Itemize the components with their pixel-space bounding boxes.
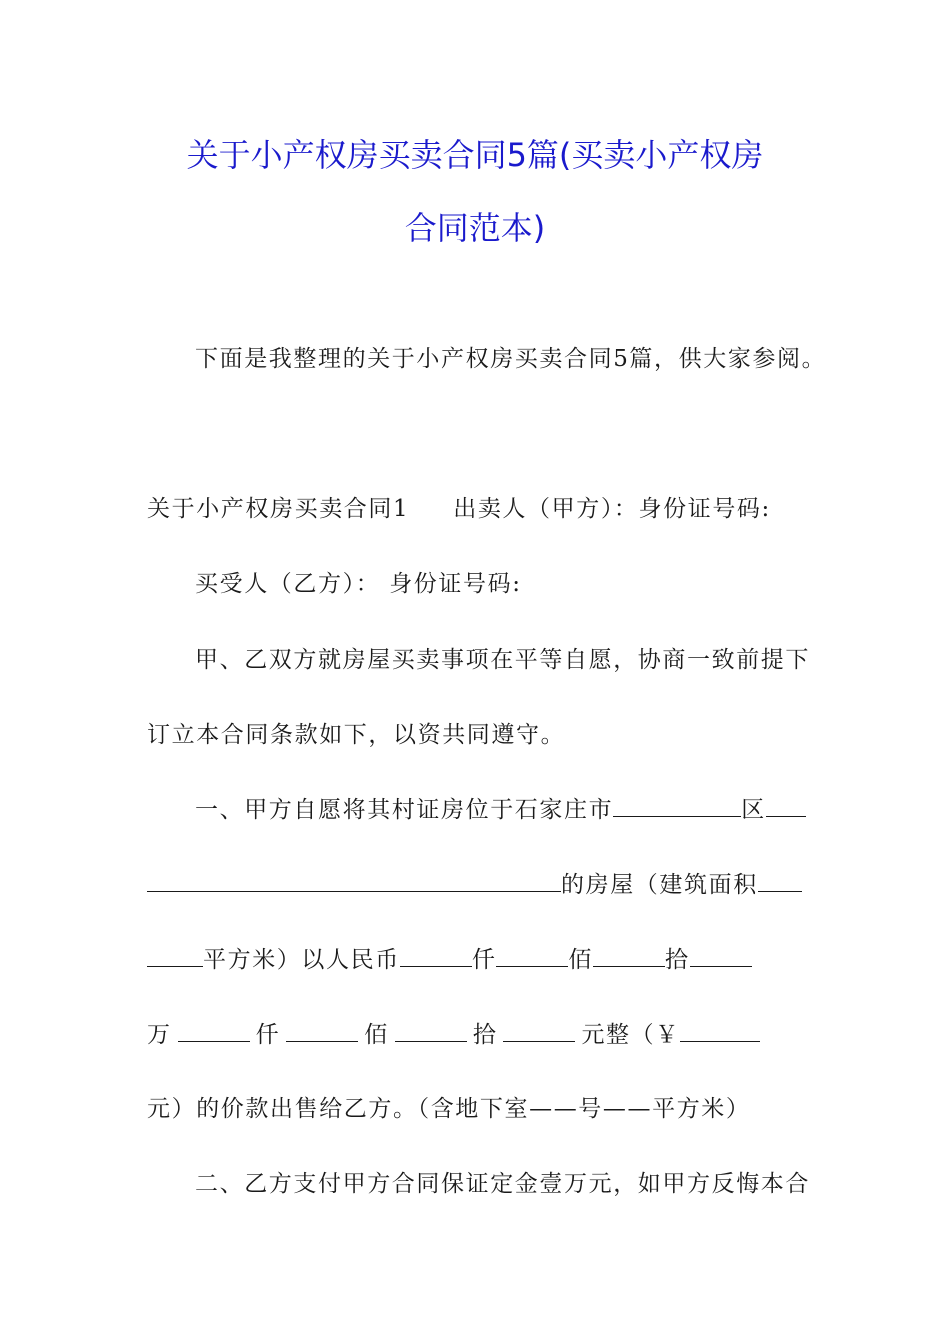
house-label: 的房屋（建筑面积 — [561, 872, 758, 898]
wan-blank — [690, 946, 752, 967]
district-label: 区 — [741, 797, 766, 823]
qian2-blank — [178, 1021, 250, 1042]
seller-line: 出卖人（甲方）：身份证号码: — [453, 496, 771, 522]
intro-paragraph: 下面是我整理的关于小产权房买卖合同5篇，供大家参阅。 — [195, 346, 827, 372]
area-blank-start — [758, 871, 802, 892]
yuan-blank — [503, 1021, 575, 1042]
district-blank — [613, 796, 741, 817]
yen-amount-blank — [680, 1021, 760, 1042]
title-line-2: 合同范本) — [404, 209, 546, 247]
contract-heading-row — [147, 494, 807, 524]
bai2-blank — [286, 1021, 358, 1042]
title-line-1: 关于小产权房买卖合同5篇(买卖小产权房 — [186, 136, 764, 174]
bai2-label: 佰 — [364, 1022, 389, 1048]
clause2-line-1: 二、乙方支付甲方合同保证定金壹万元，如甲方反悔本合 — [195, 1171, 810, 1197]
shi-blank — [593, 946, 665, 967]
address-blank — [147, 871, 561, 892]
shi2-blank — [395, 1021, 467, 1042]
shi2-label: 拾 — [472, 1022, 498, 1048]
qian-label: 仟 — [471, 947, 497, 973]
clause1-line-5: 元）的价款出售给乙方。（含地下室——号——平方米） — [147, 1096, 751, 1122]
contract-heading: 关于小产权房买卖合同1 — [147, 496, 410, 522]
area-unit-label: 平方米）以人民币 — [203, 947, 400, 973]
clause1-line-4 — [147, 1020, 807, 1050]
clause1-line-3 — [147, 945, 807, 975]
clause1-line-1 — [195, 795, 855, 825]
yuan-label: 元整（￥ — [581, 1022, 680, 1048]
preamble-line-1: 甲、乙双方就房屋买卖事项在平等自愿，协商一致前提下 — [195, 647, 810, 673]
preamble-line-2: 订立本合同条款如下，以资共同遵守。 — [147, 722, 566, 748]
wan-label: 万 — [147, 1022, 172, 1048]
bai-blank — [496, 946, 568, 967]
buyer-line: 买受人（乙方）： 身份证号码: — [195, 571, 522, 597]
shi-label: 拾 — [665, 947, 690, 973]
street-blank — [766, 796, 806, 817]
clause1-line-2 — [147, 870, 807, 900]
bai-label: 佰 — [568, 947, 594, 973]
qian2-label: 仟 — [255, 1022, 281, 1048]
qian-blank — [400, 946, 472, 967]
area-blank-end — [147, 946, 203, 967]
clause1-text: 一、甲方自愿将其村证房位于石家庄市 — [195, 797, 614, 823]
